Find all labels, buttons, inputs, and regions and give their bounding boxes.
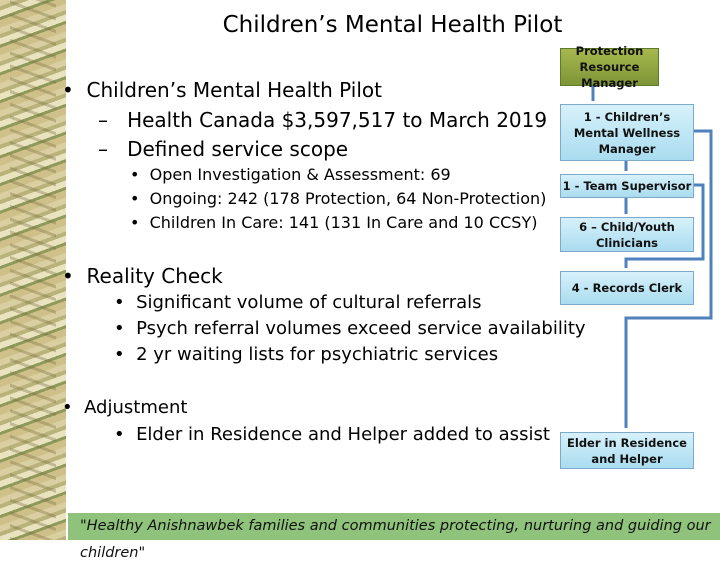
bullet-2: • Reality Check (62, 264, 223, 288)
scope-item-text: Ongoing: 242 (178 Protection, 64 Non-Protection) (149, 189, 547, 208)
bullet-1-sub-2-text: Defined service scope (127, 137, 349, 161)
bullet-3-text: Adjustment (84, 397, 188, 418)
adjustment-item: • Elder in Residence and Helper added to assist (114, 424, 550, 445)
bullet-2-text: Reality Check (86, 264, 223, 288)
bullet-3: • Adjustment (62, 397, 188, 418)
bullet-1-sub-2: – Defined service scope (98, 137, 349, 161)
reality-item-text: Significant volume of cultural referrals (136, 292, 482, 313)
bullet-1-sub-1: – Health Canada $3,597,517 to March 2019 (98, 108, 548, 132)
org-box-elder: Elder in Residence and Helper (560, 432, 694, 469)
footer-motto: "Healthy Anishnawbek families and communities protecting, nurturing and guiding our children" (68, 513, 720, 540)
org-box-protection-resource-manager: Protection Resource Manager (560, 48, 659, 86)
bullet-1-text: Children’s Mental Health Pilot (86, 78, 382, 102)
reality-item-text: 2 yr waiting lists for psychiatric services (136, 344, 499, 365)
slide-title: Children’s Mental Health Pilot (222, 12, 563, 38)
scope-item: • Children In Care: 141 (131 In Care and 10 CCSY) (130, 213, 538, 232)
bullet-1-sub-1-text: Health Canada $3,597,517 to March 2019 (127, 108, 548, 132)
org-box-clinicians: 6 – Child/Youth Clinicians (560, 217, 694, 252)
scope-item-text: Open Investigation & Assessment: 69 (149, 165, 451, 184)
org-box-team-supervisor: 1 - Team Supervisor (560, 174, 694, 198)
bullet-1: • Children’s Mental Health Pilot (62, 78, 382, 102)
reality-item: • Psych referral volumes exceed service availability (114, 318, 586, 339)
org-box-wellness-manager: 1 - Children’s Mental Wellness Manager (560, 104, 694, 161)
scope-item: • Open Investigation & Assessment: 69 (130, 165, 451, 184)
reality-item: • Significant volume of cultural referrals (114, 292, 482, 313)
reality-item-text: Psych referral volumes exceed service availability (136, 318, 586, 339)
scope-item: • Ongoing: 242 (178 Protection, 64 Non-Protection) (130, 189, 547, 208)
org-box-records-clerk: 4 - Records Clerk (560, 271, 694, 305)
scope-item-text: Children In Care: 141 (131 In Care and 10 CCSY) (149, 213, 538, 232)
adjustment-item-text: Elder in Residence and Helper added to assist (136, 424, 550, 445)
reality-item: • 2 yr waiting lists for psychiatric services (114, 344, 499, 365)
